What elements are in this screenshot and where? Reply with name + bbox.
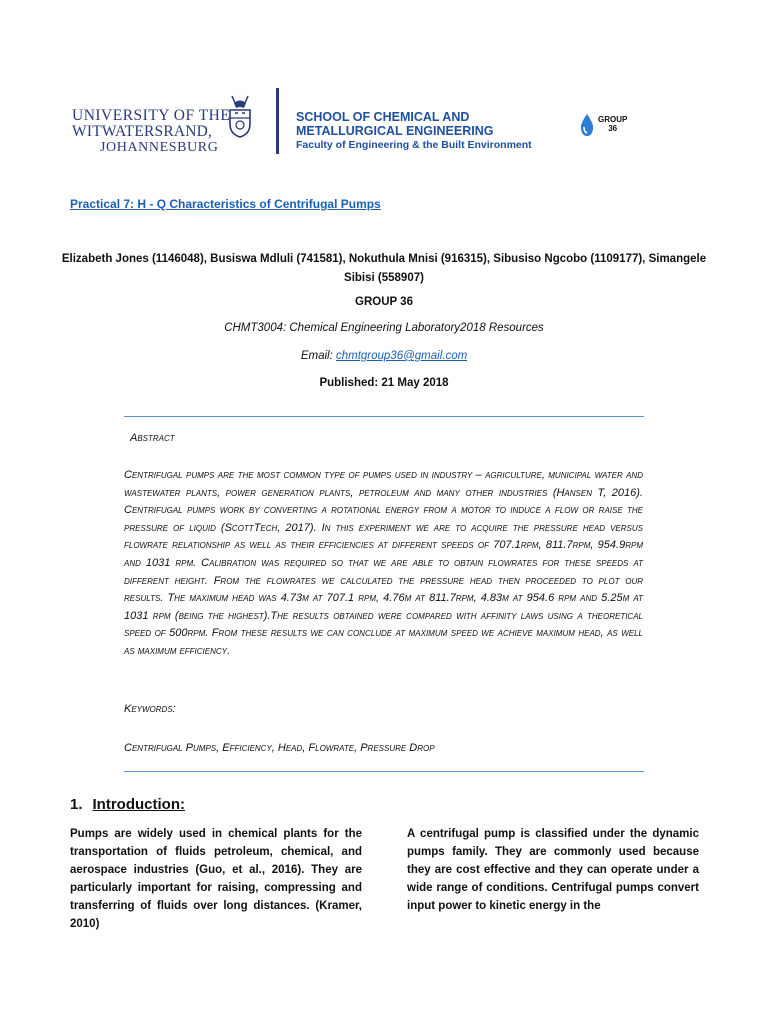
school-name <box>296 110 532 152</box>
group-logo-line-2: 36 <box>608 124 618 133</box>
school-line-2: METALLURGICAL ENGINEERING <box>296 124 494 138</box>
abstract-top-rule <box>124 416 644 417</box>
group-label: GROUP 36 <box>355 296 413 308</box>
section-title: Introduction: <box>92 796 185 813</box>
university-crest-icon <box>224 94 256 138</box>
university-line-3: JOHANNESBURG <box>100 140 219 155</box>
email-link[interactable]: chmtgroup36@gmail.com <box>335 350 468 362</box>
school-line-3: Faculty of Engineering & the Built Environment <box>296 139 532 151</box>
keywords-heading: Keywords: <box>124 703 176 715</box>
section-number: 1. <box>70 796 83 813</box>
header-divider <box>276 88 279 154</box>
introduction-left-column: Pumps are widely used in chemical plants for the transportation of fluids petroleum, chemical, and aerospace industries (Guo, et al., 2016). They are particularly important for raising, compressing and transferring of fluids over long distances. (Kramer, 2010) <box>70 828 362 930</box>
email-line <box>0 350 768 362</box>
group-logo-text <box>598 115 627 133</box>
abstract-bottom-rule <box>124 771 644 772</box>
email-label: Email: <box>300 350 336 362</box>
author-list: Elizabeth Jones (1146048), Busiswa Mdluli (741581), Nokuthula Mnisi (916315), Sibusiso Ngcobo (1109177), Simangele Sibisi (558907) <box>61 253 707 284</box>
abstract-heading: Abstract <box>130 432 175 444</box>
keywords-list: Centrifugal Pumps, Efficiency, Head, Flowrate, Pressure Drop <box>124 742 435 754</box>
water-drop-icon <box>578 112 596 138</box>
abstract-body: Centrifugal pumps are the most common type of pumps used in industry – agriculture, municipal water and wastewater plants, power generation plants, petroleum and many other industries (Hansen T, 2016). Centrifugal pumps work by converting a rotational energy from a motor to induce a flow or raise the pressure of liquid (ScottTech, 2017). In this experiment we are to acquire the pressure head versus flowrate relationship as well as their efficiencies at different speeds of 707.1rpm, 811.7rpm, 954.9rpm and 1031 rpm. Calibration was required so that we are able to obtain flowrates for these speeds at different height. From the flowrates we calculated the pressure head then proceeded to plot our results. The maximum head was 4.73m at 707.1 rpm, 4.76m at 811.7rpm, 4.83m at 954.6 rpm and 5.25m at 1031 rpm (being the highest).The results obtained were compared with affinity laws using a theoretical speed of 500rpm. From these results we can conclude at maximum speed we achieve maximum head, as well as maximum efficiency. <box>124 469 643 657</box>
university-line-2: WITWATERSRAND, <box>72 123 213 140</box>
introduction-heading <box>70 796 185 813</box>
course-label: CHMT3004: Chemical Engineering Laboratory2018 Resources <box>224 322 544 334</box>
university-line-1: UNIVERSITY OF THE <box>72 107 231 124</box>
group-logo-line-1: GROUP <box>598 115 628 124</box>
school-line-1: SCHOOL OF CHEMICAL AND <box>296 110 470 124</box>
group-36-logo <box>578 112 640 140</box>
introduction-right-column: A centrifugal pump is classified under the dynamic pumps family. They are commonly used because they are cost effective and they can operate under a wide range of conditions. Centrifugal pumps convert input power to kinetic energy in the <box>407 828 699 912</box>
published-date: Published: 21 May 2018 <box>319 377 449 389</box>
paper-title: Practical 7: H - Q Characteristics of Centrifugal Pumps <box>70 197 381 211</box>
